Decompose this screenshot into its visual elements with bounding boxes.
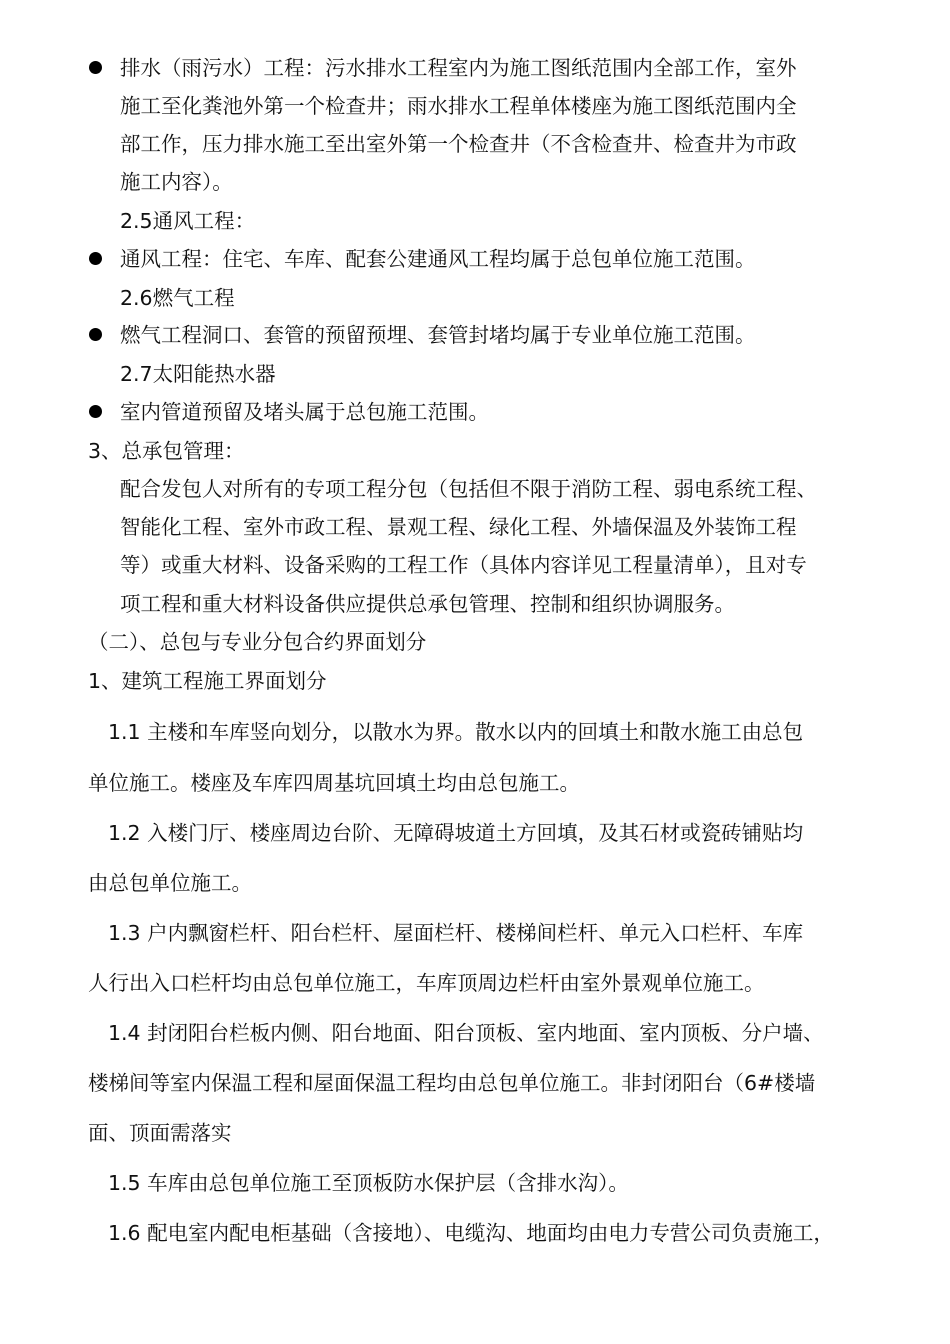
paragraph-drainage-line-1: 排水（雨污水）工程：污水排水工程室内为施工图纸范围内全部工作，室外 (120, 56, 797, 80)
paragraph-1-4-line-2: 楼梯间等室内保温工程和屋面保温工程均由总包单位施工。非封闭阳台（6#楼墙 (88, 1071, 816, 1095)
heading-2-7: 2.7太阳能热水器 (120, 362, 276, 386)
paragraph-solar: 室内管道预留及堵头属于总包施工范围。 (120, 400, 489, 424)
paragraph-1-6: 1.6 配电室内配电柜基础（含接地）、电缆沟、地面均由电力专营公司负责施工， (108, 1221, 834, 1245)
paragraph-drainage-line-3: 部工作，压力排水施工至出室外第一个检查井（不含检查井、检查井为市政 (120, 132, 797, 156)
heading-1: 1、建筑工程施工界面划分 (88, 669, 327, 693)
paragraph-drainage-line-4: 施工内容）。 (120, 170, 233, 194)
section-heading-2: （二）、总包与专业分包合约界面划分 (88, 630, 427, 654)
paragraph-gas: 燃气工程洞口、套管的预留预埋、套管封堵均属于专业单位施工范围。 (120, 323, 756, 347)
heading-2-6: 2.6燃气工程 (120, 286, 235, 310)
paragraph-drainage-line-2: 施工至化粪池外第一个检查井；雨水排水工程单体楼座为施工图纸范围内全 (120, 94, 797, 118)
paragraph-1-2-line-1: 1.2 入楼门厅、楼座周边台阶、无障碍坡道土方回填，及其石材或瓷砖铺贴均 (108, 821, 804, 845)
heading-2-5: 2.5通风工程： (120, 209, 256, 233)
bullet-icon (89, 61, 102, 74)
bullet-icon (89, 252, 102, 265)
paragraph-1-3-line-2: 人行出入口栏杆均由总包单位施工，车库顶周边栏杆由室外景观单位施工。 (88, 971, 765, 995)
paragraph-1-4-line-3: 面、顶面需落实 (88, 1121, 232, 1145)
paragraph-1-3-line-1: 1.3 户内飘窗栏杆、阳台栏杆、屋面栏杆、楼梯间栏杆、单元入口栏杆、车库 (108, 921, 804, 945)
paragraph-management-line-4: 项工程和重大材料设备供应提供总承包管理、控制和组织协调服务。 (120, 592, 735, 616)
paragraph-1-1-line-2: 单位施工。楼座及车库四周基坑回填土均由总包施工。 (88, 771, 580, 795)
paragraph-management-line-2: 智能化工程、室外市政工程、景观工程、绿化工程、外墙保温及外装饰工程 (120, 515, 797, 539)
paragraph-1-5: 1.5 车库由总包单位施工至顶板防水保护层（含排水沟）。 (108, 1171, 629, 1195)
bullet-icon (89, 405, 102, 418)
paragraph-ventilation: 通风工程：住宅、车库、配套公建通风工程均属于总包单位施工范围。 (120, 247, 756, 271)
paragraph-management-line-3: 等）或重大材料、设备采购的工程工作（具体内容详见工程量清单），且对专 (120, 553, 807, 577)
paragraph-1-4-line-1: 1.4 封闭阳台栏板内侧、阳台地面、阳台顶板、室内地面、室内顶板、分户墙、 (108, 1021, 824, 1045)
paragraph-1-1-line-1: 1.1 主楼和车库竖向划分，以散水为界。散水以内的回填土和散水施工由总包 (108, 720, 804, 744)
paragraph-1-2-line-2: 由总包单位施工。 (88, 871, 252, 895)
paragraph-management-line-1: 配合发包人对所有的专项工程分包（包括但不限于消防工程、弱电系统工程、 (120, 477, 817, 501)
bullet-icon (89, 328, 102, 341)
heading-3: 3、总承包管理： (88, 439, 245, 463)
